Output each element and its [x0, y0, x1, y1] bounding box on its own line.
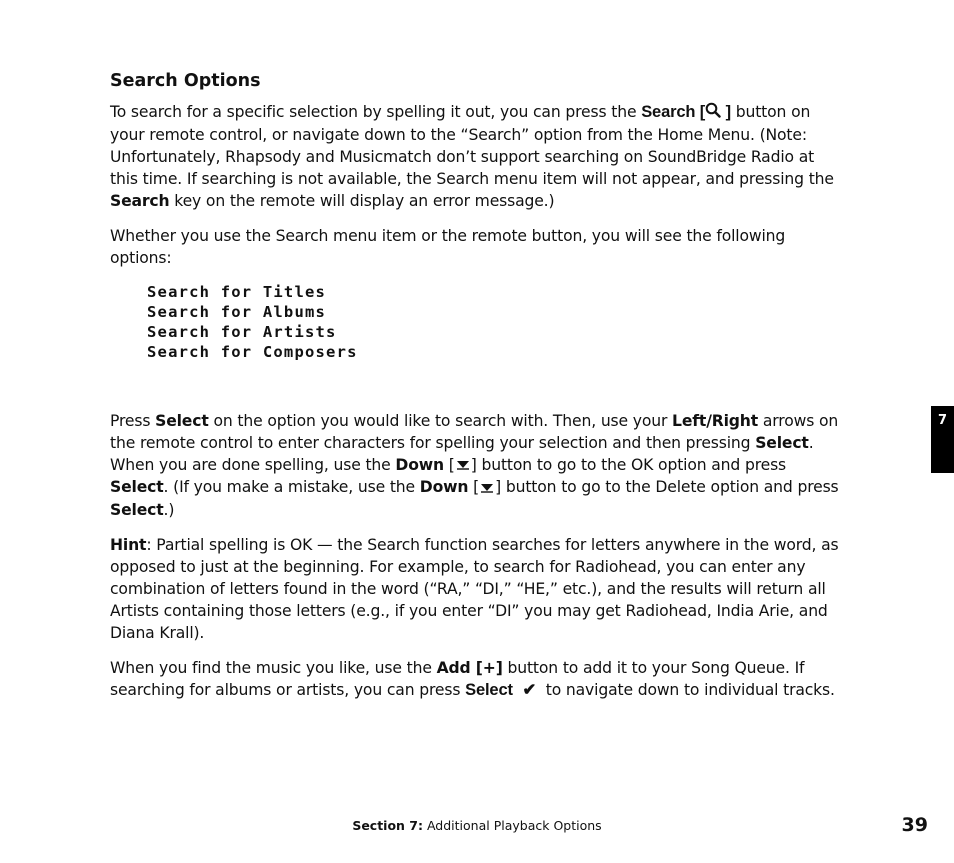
footer-section-title: Additional Playback Options — [423, 818, 602, 833]
paragraph-select-instructions: Press Select on the option you would like to search with. Then, use your Left/Right arrows on the remote control to enter characters for spelling your selection and then pressing Select. When you are done spelling, use the Down [ ] button to go to the OK option and press Select. (If you make a mistake, use the Down [ ] button to go to the Delete option and press Select.) — [110, 411, 839, 519]
down-arrow-icon — [455, 454, 471, 476]
paragraph-hint: Hint: Partial spelling is OK — the Search function searches for letters anywhere in the word, as opposed to just at the beginning. For example, to search for Radiohead, you can enter any combination of letters found in the word (“RA,” “DI,” “HE,” etc.), and the results will return all Artists containing those letters (e.g., if you enter “DI” you may get Radiohead, India Arie, and Diana Krall). — [110, 535, 839, 642]
select-button-label: Select — [465, 680, 513, 699]
page-content — [110, 68, 845, 714]
checkmark-icon: ✔ — [522, 680, 537, 699]
paragraph-search-intro: To search for a specific selection by spelling it out, you can press the Search [ ] button on your remote control, or navigate down to the “Search” option from the Home Menu. (Note: Unfortunately, Rhapsody and Musicmatch don’t support searching on SoundBridge Radio at this time. If searching is not available, the Search menu item will not appear, and pressing the Search key on the remote will display an error message.) — [110, 103, 834, 210]
hint-label: Hint — [110, 535, 147, 554]
down-arrow-icon — [479, 477, 495, 499]
bold-search: Search — [110, 191, 170, 210]
search-menu-list — [147, 282, 845, 362]
paragraph-options-intro: Whether you use the Search menu item or the remote button, you will see the following options: — [110, 226, 786, 267]
search-button-label: Search [ ] — [641, 103, 731, 121]
page-footer — [0, 817, 954, 835]
menu-item-artists: Search for Artists — [147, 322, 337, 341]
menu-item-titles: Search for Titles — [147, 282, 327, 301]
section-heading: Search Options — [110, 71, 261, 91]
chapter-tab: 7 — [931, 406, 954, 473]
menu-item-composers: Search for Composers — [147, 342, 358, 361]
magnifier-icon — [705, 102, 721, 124]
page-number: 39 — [901, 814, 928, 836]
menu-item-albums: Search for Albums — [147, 302, 327, 321]
footer-section-label: Section 7: — [352, 818, 423, 833]
paragraph-add-to-queue: When you find the music you like, use the Add [+] button to add it to your Song Queue. If searching for albums or artists, you can press Select ✔ to navigate down to individual tracks. — [110, 658, 835, 699]
